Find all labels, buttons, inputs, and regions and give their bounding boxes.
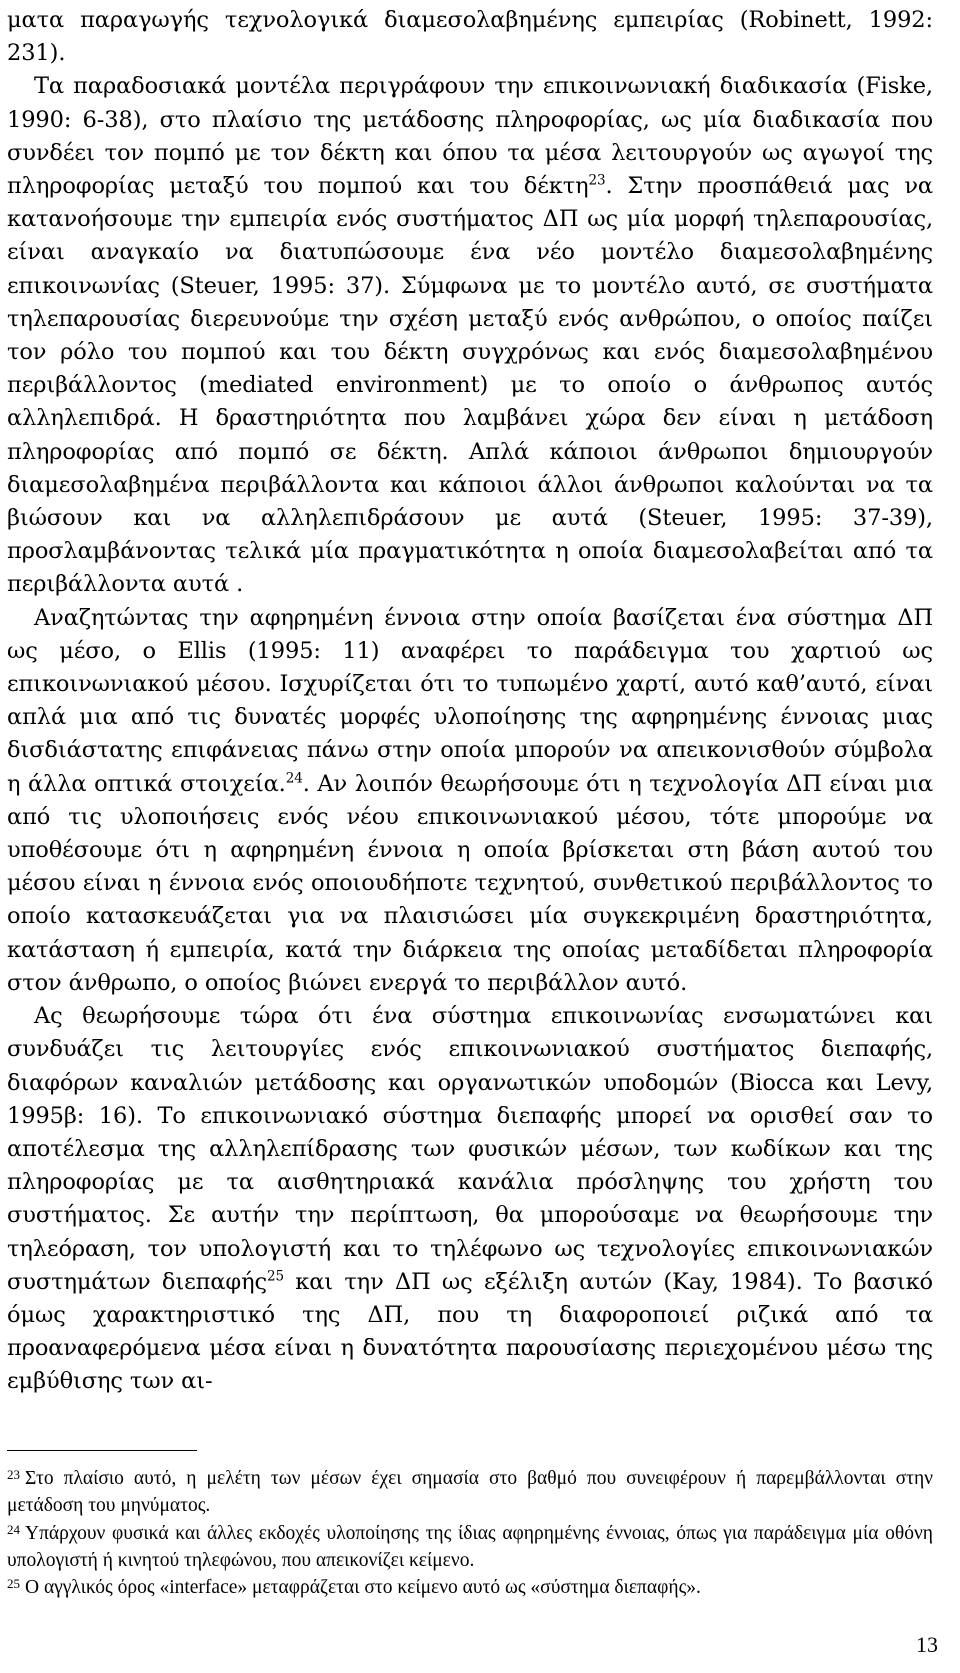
paragraph xyxy=(7,602,933,1000)
footnote-reference[interactable]: 24 xyxy=(285,770,303,787)
footnote-text: Ο αγγλικός όρος «interface» μεταφράζεται στο κείμενο αυτό ως «σύστημα διεπαφής». xyxy=(25,1577,701,1599)
text-span: και την ΔΠ ως εξέλιξη αυτών (Kay, 1984). Το βασικό όμως χαρακτηριστικό της ΔΠ, που τη διαφοροποιεί ριζικά από τα προαναφερόμενα μέσα είναι η δυνατότητα παρουσίασης περιεχομένου μέσω της εμβύθισης των αι- xyxy=(7,1268,933,1395)
footnote-reference[interactable]: 23 xyxy=(588,172,606,189)
footnote-reference[interactable]: 25 xyxy=(266,1268,284,1285)
footnote-text: Στο πλαίσιο αυτό, η μελέτη των μέσων έχει σημασία στο βαθμό που συνειφέρουν ή παρεμβάλλονται στην μετάδοση του μηνύματος. xyxy=(7,1468,933,1517)
body-text xyxy=(7,4,933,1399)
text-span: Τα παραδοσιακά μοντέλα περιγράφουν την επικοινωνιακή διαδικασία (Fiske, 1990: 6-38), στο πλαίσιο της μετάδοσης πληροφορίας, ως μία διαδικασία που συνδέει τον πομπό με τον δέκτη και όπου τα μέσα λειτουργούν ως αγωγοί της πληροφορίας μεταξύ του πομπού και του δέκτη xyxy=(7,73,933,200)
footnote-number: 25 xyxy=(7,1576,20,1592)
paragraph xyxy=(7,70,933,601)
page-number: 13 xyxy=(916,1632,938,1657)
footnote xyxy=(7,1465,933,1520)
paragraph-continued xyxy=(7,4,933,70)
text-span: ματα παραγωγής τεχνολογικά διαμεσολαβημένης εμπειρίας (Robinett, 1992: 231). xyxy=(7,7,933,67)
footnote-text: Υπάρχουν φυσικά και άλλες εκδοχές υλοποίησης της ίδιας αφηρημένης έννοιας, όπως για παράδειγμα μία οθόνη υπολογιστή ή κινητού τηλεφώνου, που απεικονίζει κείμενο. xyxy=(7,1522,933,1571)
footnote-number: 23 xyxy=(7,1467,20,1482)
footnote-number: 24 xyxy=(7,1521,20,1537)
text-span: Ας θεωρήσουμε τώρα ότι ένα σύστημα επικοινωνίας ενσωματώνει και συνδυάζει τις λειτουργίες ενός επικοινωνιακού συστήματος διεπαφής, διαφόρων καναλιών μετάδοσης και οργανωτικών υποδομών (Biocca και Levy, 1995β: 16). Το επικοινωνιακό σύστημα διεπαφής μπορεί να ορισθεί σαν το αποτέλεσμα της αλληλεπίδρασης των φυσικών μέσων, των κωδίκων και της πληροφορίας με τα αισθητηριακά κανάλια πρόσληψης του χρήστη του συστήματος. Σε αυτήν την περίπτωση, θα μπορούσαμε να θεωρήσουμε την τηλεόραση, τον υπολογιστή και το τηλέφωνο ως τεχνολογίες επικοινωνιακών συστημάτων διεπαφής xyxy=(7,1003,933,1295)
footnote-separator xyxy=(7,1450,197,1451)
footnote xyxy=(7,1520,933,1575)
text-span: . Αν λοιπόν θεωρήσουμε ότι η τεχνολογία ΔΠ είναι μια από τις υλοποιήσεις ενός νέου επικοινωνιακού μέσου, τότε μπορούμε να υποθέσουμε ότι η αφηρημένη έννοια η οποία βρίσκεται στη βάση αυτού του μέσου είναι η έννοια ενός οποιουδήποτε τεχνητού, συνθετικού περιβάλλοντος το οποίο κατασκευάζεται για να πλαισιώσει μία συγκεκριμένη δραστηριότητα, κατάσταση ή εμπειρία, κατά την διάρκεια της οποίας μεταδίδεται πληροφορία στον άνθρωπο, ο οποίος βιώνει ενεργά το περιβάλλον αυτό. xyxy=(7,770,933,996)
text-span: . Στην προσπάθειά μας να κατανοήσουμε την εμπειρία ενός συστήματος ΔΠ ως μία μορφή τηλεπαρουσίας, είναι αναγκαίο να διατυπώσουμε ένα νέο μοντέλο διαμεσολαβημένης επικοινωνίας (Steuer, 1995: 37). Σύμφωνα με το μοντέλο αυτό, σε συστήματα τηλεπαρουσίας διερευνούμε την σχέση μεταξύ ενός ανθρώπου, ο οποίος παίζει τον ρόλο του πομπού και του δέκτη συγχρόνως και ενός διαμεσολαβημένου περιβάλλοντος (mediated environment) με το οποίο ο άνθρωπος αυτός αλληλεπιδρά. Η δραστηριότητα που λαμβάνει χώρα δεν είναι η μετάδοση πληροφορίας από πομπό σε δέκτη. Απλά κάποιοι άνθρωποι δημιουργούν διαμεσολαβημένα περιβάλλοντα και κάποιοι άλλοι άνθρωποι καλούνται να τα βιώσουν και να αλληλεπιδράσουν με αυτά (Steuer, 1995: 37-39), προσλαμβάνοντας τελικά μία πραγματικότητα η οποία διαμεσολαβείται από τα περιβάλλοντα αυτά . xyxy=(7,173,933,598)
footnotes xyxy=(7,1465,933,1601)
text-span: Αναζητώντας την αφηρημένη έννοια στην οποία βασίζεται ένα σύστημα ΔΠ ως μέσο, ο Ellis (1995: 11) αναφέρει το παράδειγμα του χαρτιού ως επικοινωνιακού μέσου. Ισχυρίζεται ότι το τυπωμένο χαρτί, αυτό καθ’αυτό, είναι απλά μια από τις δυνατές μορφές υλοποίησης της αφηρημένης έννοιας μιας δισδιάστατης επιφάνειας πάνω στην οποία μπορούν να απεικονισθούν σύμβολα η άλλα οπτικά στοιχεία. xyxy=(7,604,933,797)
paragraph xyxy=(7,1000,933,1398)
footnote xyxy=(7,1574,933,1601)
